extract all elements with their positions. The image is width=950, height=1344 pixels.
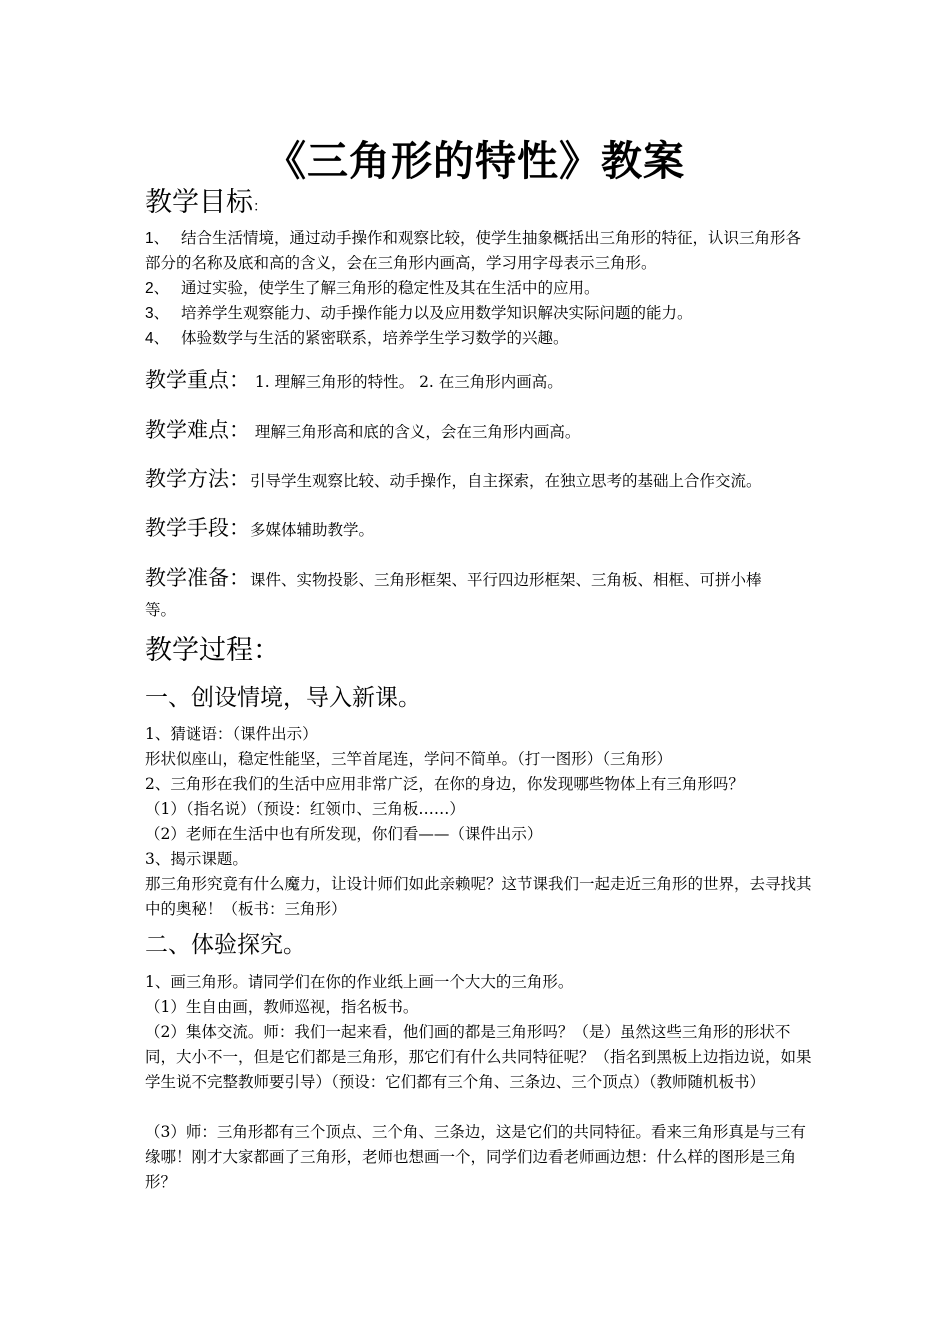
section-2-heading: 二、体验探究。 [145, 932, 306, 958]
objectives-heading-text: 教学目标 [145, 187, 253, 218]
difficulties [145, 414, 825, 444]
objective-item-3 [145, 301, 813, 326]
objectives-heading-colon: ： [253, 199, 267, 215]
objective-number: 3、 [145, 305, 170, 322]
section-1-line: （1）（指名说）（预设：红领巾、三角板……） [145, 800, 465, 818]
objective-text: 结合生活情境，通过动手操作和观察比较，使学生抽象概括出三角形的特征，认识三角形各部分的名称及底和高的含义，会在三角形内画高，学习用字母表示三角形。 [145, 229, 802, 272]
key-points-text: 1. 理解三角形的特性。 2. 在三角形内画高。 [250, 373, 563, 391]
key-points-label: 教学重点： [145, 368, 250, 392]
methods-text: 引导学生观察比较、动手操作，自主探索，在独立思考的基础上合作交流。 [250, 472, 762, 490]
process-heading: 教学过程： [145, 635, 280, 666]
objective-number: 1、 [145, 230, 170, 247]
section-2-line: （1）生自由画，教师巡视，指名板书。 [145, 998, 419, 1016]
section-2-line: （3）师：三角形都有三个顶点、三个角、三条边，这是它们的共同特征。看来三角形真是与三有缘哪！刚才大家都画了三角形，老师也想画一个，同学们边看老师画边想：什么样的图形是三角形？ [145, 1123, 806, 1191]
objective-number: 2、 [145, 280, 170, 297]
means [145, 512, 825, 542]
preparation [145, 562, 825, 592]
section-1-line: 那三角形究竟有什么魔力，让设计师们如此亲赖呢？这节课我们一起走近三角形的世界，去寻找其中的奥秘！（板书：三角形） [145, 875, 812, 918]
means-text: 多媒体辅助教学。 [250, 521, 375, 539]
difficulties-text: 理解三角形高和底的含义，会在三角形内画高。 [250, 423, 581, 441]
objective-text: 体验数学与生活的紧密联系，培养学生学习数学的兴趣。 [181, 329, 569, 347]
objective-item-4 [145, 326, 813, 351]
section-1-line: 2、三角形在我们的生活中应用非常广泛，在你的身边，你发现哪些物体上有三角形吗？ [145, 775, 744, 793]
objectives-heading [145, 186, 267, 224]
section-2-line: 1、画三角形。请同学们在你的作业纸上画一个大大的三角形。 [145, 973, 574, 991]
key-points [145, 364, 825, 394]
objective-item-2 [145, 276, 813, 301]
section-1-line: （2）老师在生活中也有所发现，你们看——（课件出示） [145, 825, 543, 843]
methods [145, 463, 825, 493]
preparation-label: 教学准备： [145, 566, 250, 590]
section-1-line: 3、揭示课题。 [145, 850, 248, 868]
document-title: 《三角形的特性》教案 [265, 137, 685, 185]
objective-item-1 [145, 226, 813, 276]
difficulties-label: 教学难点： [145, 418, 250, 442]
section-1-heading: 一、创设情境，导入新课。 [145, 685, 421, 711]
section-1-line: 形状似座山，稳定性能坚，三竿首尾连，学问不简单。（打一图形）（三角形） [145, 750, 673, 768]
preparation-continuation: 等。 [145, 601, 177, 619]
means-label: 教学手段： [145, 516, 250, 540]
preparation-text: 课件、实物投影、三角形框架、平行四边形框架、三角板、相框、可拼小棒 [250, 571, 762, 589]
section-1-line: 1、猜谜语：（课件出示） [145, 725, 318, 743]
methods-label: 教学方法： [145, 467, 250, 491]
objective-text: 通过实验，使学生了解三角形的稳定性及其在生活中的应用。 [181, 279, 600, 297]
section-2-line: （2）集体交流。师：我们一起来看，他们画的都是三角形吗？（是）虽然这些三角形的形状不同，大小不一，但是它们都是三角形，那它们有什么共同特征呢？（指名到黑板上边指边说，如果学生说不完整教师要引导）（预设：它们都有三个角、三条边、三个顶点）（教师随机板书） [145, 1023, 812, 1091]
objective-number: 4、 [145, 330, 170, 347]
objective-text: 培养学生观察能力、动手操作能力以及应用数学知识解决实际问题的能力。 [181, 304, 693, 322]
